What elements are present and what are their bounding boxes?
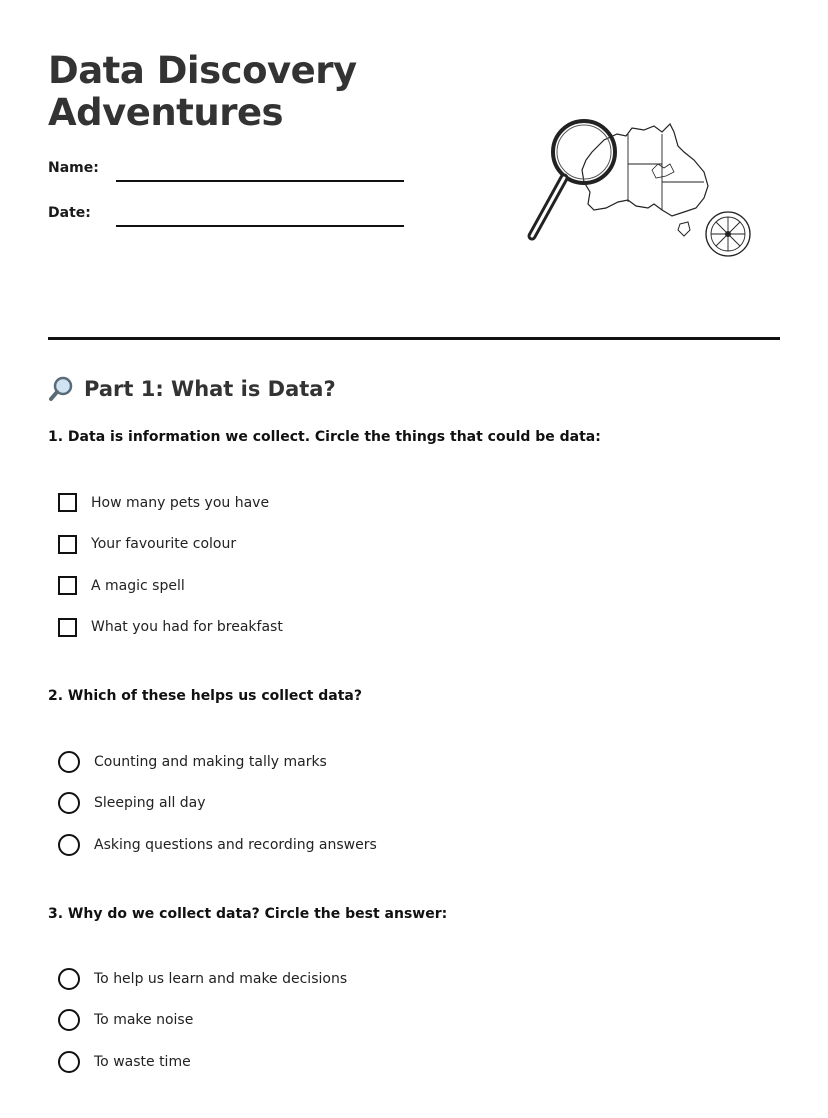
question-1-option[interactable]: [58, 607, 283, 649]
question-1-option[interactable]: [58, 524, 283, 566]
checkbox[interactable]: [58, 535, 77, 554]
question-2-option[interactable]: [58, 824, 377, 866]
question-2-options: [58, 741, 377, 866]
name-label: Name:: [48, 160, 99, 176]
section-divider: [48, 337, 780, 340]
radio-button[interactable]: [58, 968, 80, 990]
option-label: A magic spell: [91, 577, 185, 594]
question-2-prompt: 2. Which of these helps us collect data?: [48, 688, 362, 704]
option-label: What you had for breakfast: [91, 619, 283, 636]
option-label: Asking questions and recording answers: [94, 836, 377, 853]
question-3-prompt: 3. Why do we collect data? Circle the best answer:: [48, 906, 448, 922]
question-3-option[interactable]: [58, 958, 347, 1000]
radio-button[interactable]: [58, 792, 80, 814]
option-label: How many pets you have: [91, 494, 270, 511]
checkbox[interactable]: [58, 618, 77, 637]
question-2-option[interactable]: [58, 741, 377, 783]
question-3-option[interactable]: [58, 1041, 347, 1083]
worksheet-title: [48, 50, 428, 134]
title-line-2: Adventures: [48, 91, 284, 134]
question-3-options: [58, 958, 347, 1083]
date-label: Date:: [48, 205, 91, 221]
option-label: Counting and making tally marks: [94, 753, 327, 770]
radio-button[interactable]: [58, 834, 80, 856]
name-field-row: [48, 160, 408, 190]
checkbox[interactable]: [58, 493, 77, 512]
title-line-1: Data Discovery: [48, 49, 357, 92]
question-1-prompt: 1. Data is information we collect. Circle the things that could be data:: [48, 429, 601, 445]
part1-heading-text: Part 1: What is Data?: [84, 377, 336, 401]
date-field-row: [48, 205, 408, 235]
checkbox[interactable]: [58, 576, 77, 595]
date-blank-line[interactable]: [116, 225, 404, 227]
question-1-option[interactable]: [58, 482, 283, 524]
option-label: To waste time: [94, 1053, 191, 1070]
radio-button[interactable]: [58, 1051, 80, 1073]
name-blank-line[interactable]: [116, 180, 404, 182]
magnifier-over-australia-map-icon: [522, 112, 758, 262]
option-label: Sleeping all day: [94, 795, 206, 812]
question-1-option[interactable]: [58, 565, 283, 607]
radio-button[interactable]: [58, 1009, 80, 1031]
option-label: To help us learn and make decisions: [94, 970, 348, 987]
option-label: Your favourite colour: [91, 536, 237, 553]
radio-button[interactable]: [58, 751, 80, 773]
question-3-option[interactable]: [58, 1000, 347, 1042]
magnifying-glass-icon: [48, 375, 76, 403]
question-1-options: [58, 482, 283, 648]
part1-heading: [48, 372, 336, 406]
question-2-option[interactable]: [58, 783, 377, 825]
option-label: To make noise: [94, 1012, 194, 1029]
